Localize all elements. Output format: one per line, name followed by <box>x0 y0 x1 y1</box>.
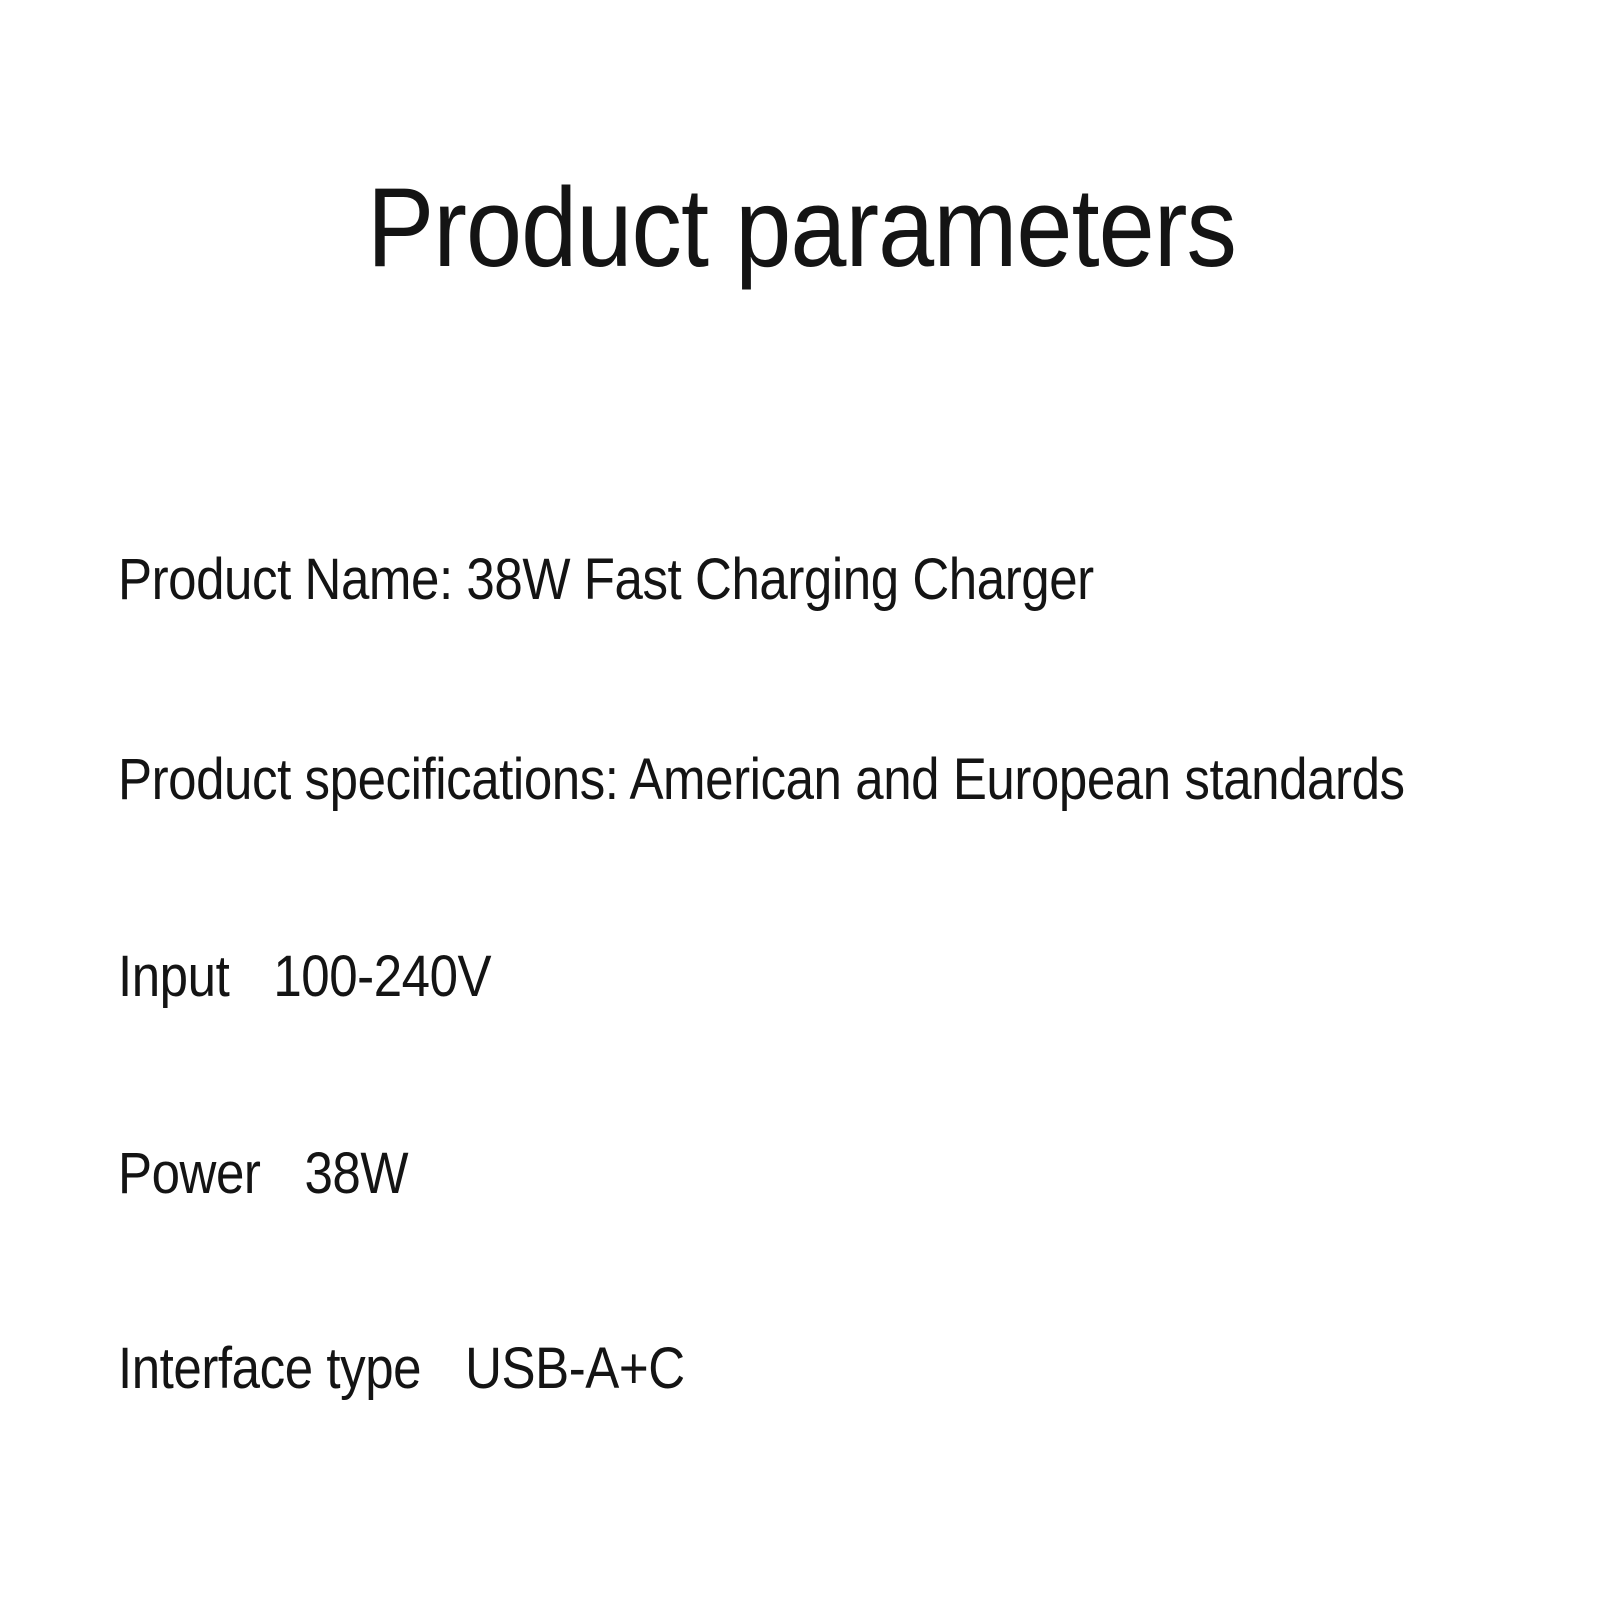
spec-row-power <box>118 1141 409 1206</box>
spec-value-interface-type: USB-A+C <box>465 1336 685 1401</box>
page-title: Product parameters <box>366 165 1237 290</box>
spec-line-product-specifications: Product specifications: American and European standards <box>118 747 1405 812</box>
spec-label-interface-type: Interface type <box>118 1336 422 1401</box>
spec-value-input: 100-240V <box>273 944 492 1009</box>
spec-row-input <box>118 944 492 1009</box>
spec-label-power: Power <box>118 1141 261 1206</box>
spec-value-power: 38W <box>304 1141 409 1206</box>
spec-row-interface-type <box>118 1336 685 1401</box>
spec-line-product-name: Product Name: 38W Fast Charging Charger <box>118 547 1094 612</box>
spec-label-input: Input <box>118 944 230 1009</box>
